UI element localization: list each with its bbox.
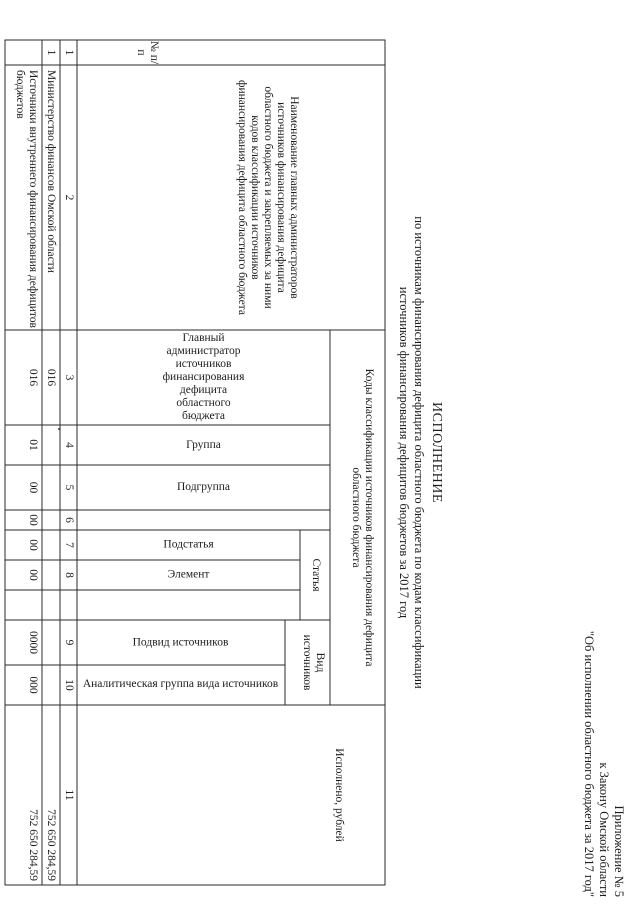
row-subarticle: 00: [27, 539, 39, 551]
row-num: 1: [45, 49, 57, 56]
header-name: Наименование главных администраторов источников финансирования дефицита областного бюджета и закрепляемых за ними кодов классификации источников финансирования дефицита областного бюджета: [236, 80, 300, 315]
col-number: 6: [63, 517, 75, 523]
col-number: 2: [63, 194, 75, 201]
col-number: 7: [63, 542, 75, 548]
header-subtype: Подвид источников: [133, 636, 229, 648]
col-number: 4: [63, 442, 75, 448]
col-number: 3: [63, 374, 75, 381]
row-admin: 016: [27, 368, 39, 387]
header-article: Статья: [310, 558, 322, 592]
appendix-line-1: Приложение № 5: [612, 805, 626, 897]
header-group: Группа: [186, 438, 221, 451]
col-number: 9: [63, 639, 75, 646]
row-analytic: 000: [27, 676, 39, 694]
col-number: 5: [63, 484, 75, 491]
row-name: Министерство финансов Омской области: [45, 70, 57, 273]
col-number: 8: [63, 572, 75, 578]
header-codes-group: Коды классификации источников финансирования дефицита областного бюджета: [350, 368, 375, 667]
header-chief-admin: Главный администратор источников финансирования дефицита областного бюджета: [162, 332, 245, 422]
header-element: Элемент: [167, 568, 210, 581]
row-name: Источники внутреннего финансирования дефицитов бюджетов: [14, 70, 39, 328]
row-executed: 752 650 284,59: [45, 809, 57, 881]
header-subarticle: Подстатья: [163, 538, 214, 551]
row-subgroup: 00: [27, 481, 39, 494]
appendix-line-3: "Об исполнении областного бюджета за 2017 год": [582, 630, 596, 897]
row-article: 00: [27, 514, 39, 526]
scan-speck: [58, 428, 60, 430]
row-subtype: 0000: [27, 631, 39, 654]
row-group: 01: [27, 439, 39, 451]
row-element: 00: [27, 569, 39, 581]
appendix-line-2: к Закону Омской области: [597, 762, 611, 897]
subtitle-line-2: источников финансирования дефицитов бюджетов за 2017 год: [397, 286, 411, 619]
row-executed: 752 650 284,59: [27, 809, 39, 881]
document-title: ИСПОЛНЕНИЕ: [429, 402, 444, 503]
header-analytic: Аналитическая группа вида источников: [83, 678, 279, 691]
header-num: № п/п: [135, 40, 160, 65]
col-number: 10: [63, 679, 75, 691]
col-number: 11: [63, 789, 75, 801]
header-source-type: Вид источников: [301, 634, 326, 691]
header-subgroup: Подгруппа: [176, 481, 231, 493]
row-admin: 016: [45, 368, 57, 387]
header-executed: Исполнено, рублей: [333, 748, 345, 842]
subtitle-line-1: по источникам финансирования дефицита областного бюджета по кодам классификации: [412, 216, 426, 689]
col-number: 1: [63, 49, 75, 56]
